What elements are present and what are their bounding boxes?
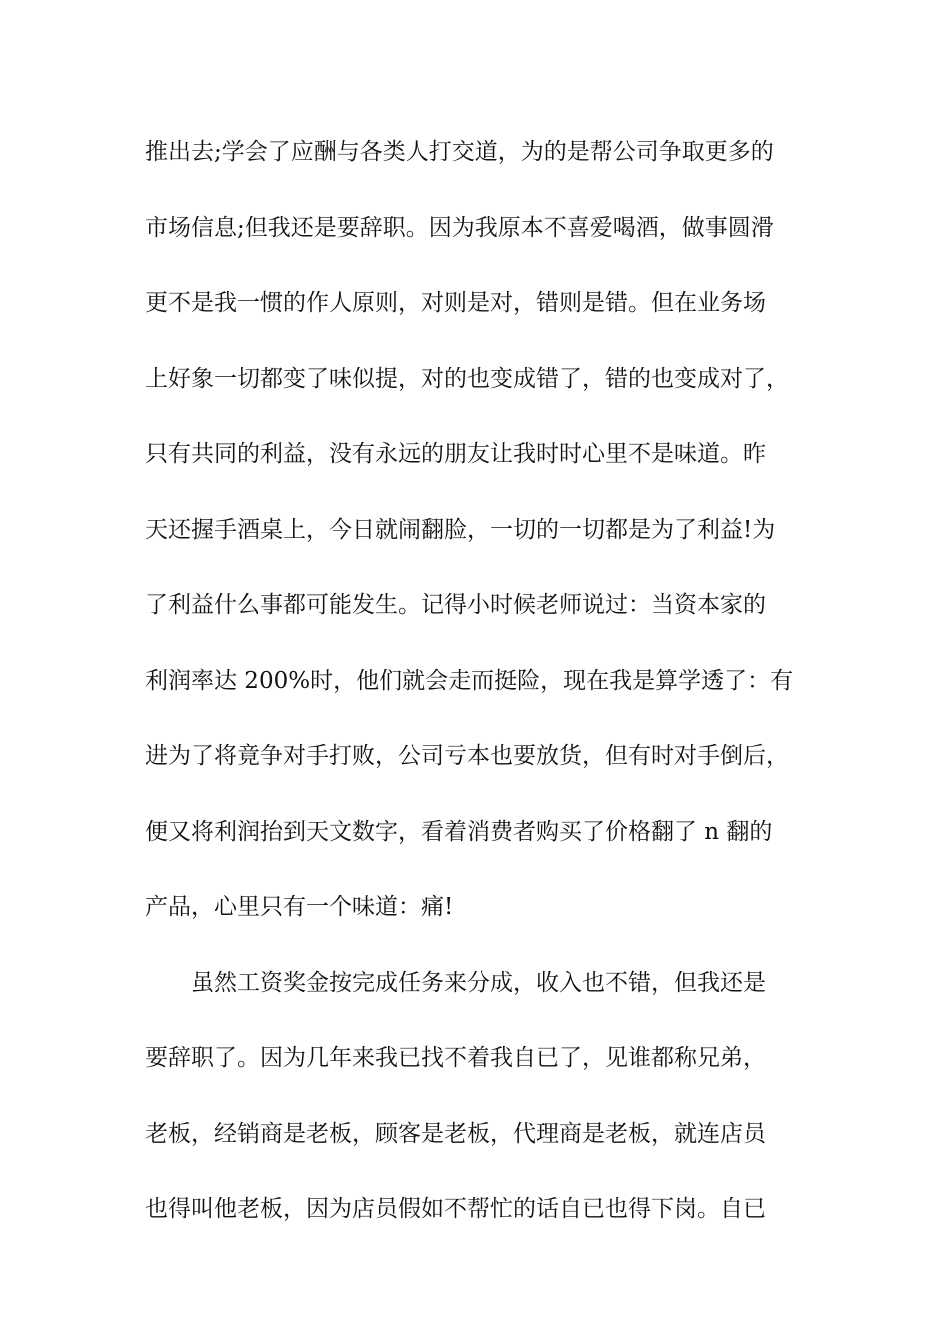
- text-line: 市场信息;但我还是要辞职。因为我原本不喜爱喝酒，做事圆滑: [145, 214, 774, 241]
- text-line: 上好象一切都变了味似提，对的也变成错了，错的也变成对了，: [145, 365, 789, 392]
- text-line: 只有共同的利益，没有永远的朋友让我时时心里不是味道。昨: [145, 441, 766, 467]
- text-line: 要辞职了。因为几年来我已找不着我自已了，见谁都称兄弟，: [145, 1045, 766, 1071]
- text-line: 天还握手酒桌上，今日就闹翻脸，一切的一切都是为了利益!为: [145, 516, 776, 543]
- text-line: 进为了将竟争对手打败，公司亏本也要放货，但有时对手倒后，: [145, 743, 789, 769]
- text-line: 也得叫他老板，因为店员假如不帮忙的话自已也得下岗。自已: [145, 1196, 766, 1222]
- text-line: 虽然工资奖金按完成任务来分成，收入也不错，但我还是: [191, 969, 766, 996]
- text-line: 推出去;学会了应酬与各类人打交道，为的是帮公司争取更多的: [145, 139, 774, 165]
- document-body: [145, 126, 810, 1259]
- text-line: 产品，心里只有一个味道：痛!: [145, 894, 454, 920]
- text-line: 了利益什么事都可能发生。记得小时候老师说过：当资本家的: [145, 592, 766, 618]
- text-line: 利润率达 200%时，他们就会走而挺险，现在我是算学透了：有: [145, 667, 794, 694]
- text-line: 更不是我一惯的作人原则，对则是对，错则是错。但在业务场: [145, 290, 766, 316]
- text-line: 老板，经销商是老板，顾客是老板，代理商是老板，就连店员: [145, 1120, 766, 1147]
- text-line: 便又将利润抬到天文数字，看着消费者购买了价格翻了 n 翻的: [145, 818, 773, 845]
